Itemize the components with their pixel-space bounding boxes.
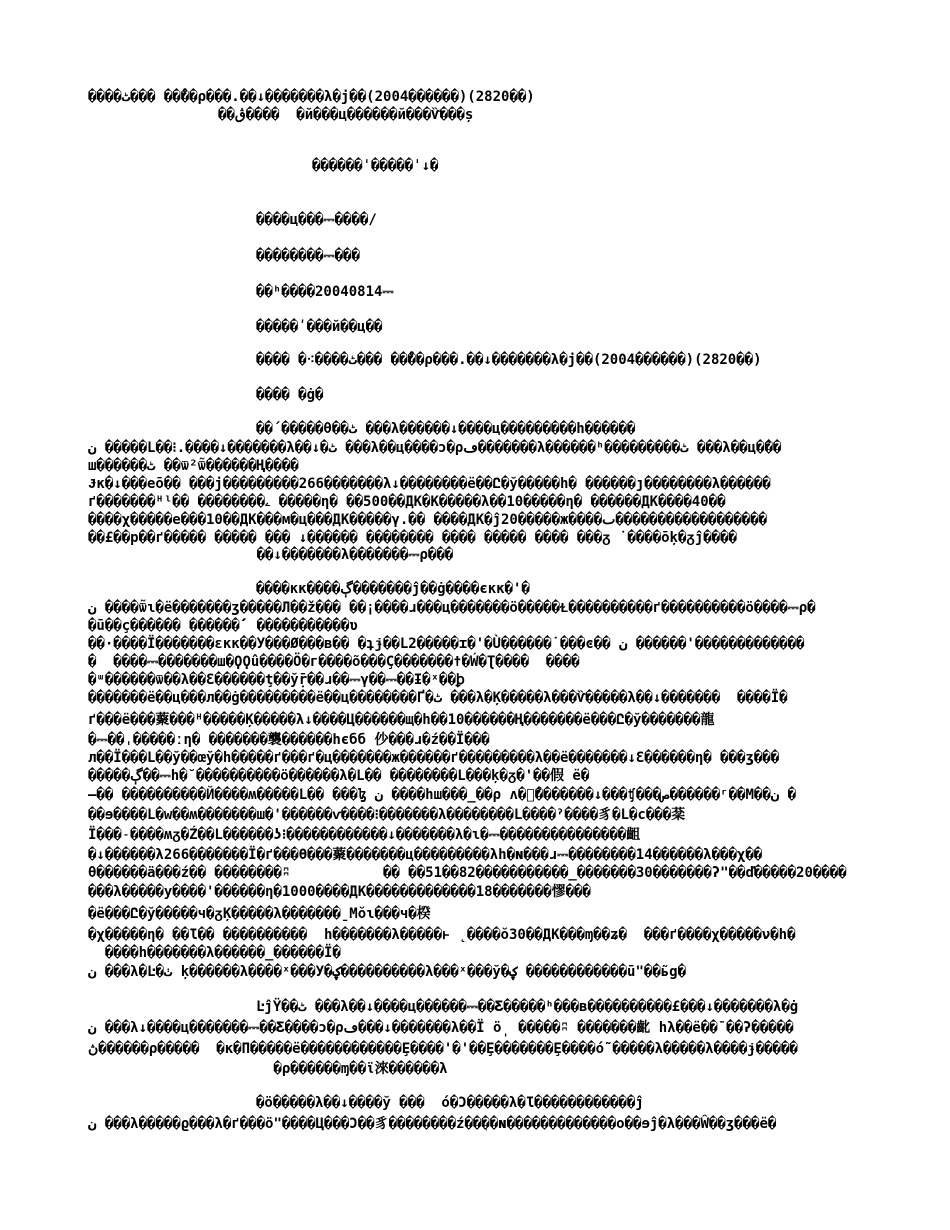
paragraph-2-line: �ᵚ������ѿ��λ��Ԑ������ţ��ўṝ��ɹ��⎓γ��⎓��Ɨ�ˣ��ꝧ: [88, 672, 465, 688]
paragraph-2-line: л��Ї���L��ў��œў�h�����ґ���ґ�ц�������ж������ґ���������λ��ё�������↓Ɛ������η� ���ʒ���: [88, 750, 780, 766]
paragraph-3-heading: ĿĵΫ��ٹ ���λ��↓����ц������⎓��Ƹ�����ʰ���в����������£���↓�������λ�ġ: [256, 999, 799, 1015]
meta-field-1: ����ц���⎓����/: [256, 212, 377, 228]
paragraph-1-line: ш������ٹ ��ѿ²ѿ̃������Ң����: [88, 458, 299, 474]
paragraph-1-line: ��↓�������λ�������⎓ρ���: [88, 547, 454, 563]
paragraph-3-line: �ρ������ɱ��ϊ淶������λ: [88, 1061, 448, 1077]
paragraph-2-line: ��ɘ����L�w��ʍ�������ш�'������ѵ����⁝�������λ��������L����ˀ����豸�L�c���棻: [88, 807, 686, 823]
paragraph-2-heading: ����κκ����ڳ�������ĵ��ġ����єκκ�'�: [256, 581, 530, 597]
paragraph-1-line: ґ�������ᴴˡ�� ��������ۦ �����η� ��500��ДК�К�����λ��10�����η� ������ДК����40��: [88, 494, 726, 510]
paragraph-2-line: ґ���ё���藂���ᴴ�����Ķ�����λ↓����Ц������щ�h��10������Ң�������ё���Ը�ў�������龍: [88, 712, 715, 728]
header-line-2: ��ڨ���� �й���ц������й���Ѷ���ș: [218, 107, 474, 123]
header-line-1: ����ٹ��� ���ْ�ρ���.��↓�������λ�j��(2004������)(2820��): [88, 89, 535, 105]
paragraph-3-line: ڽ������ρ����� �κ�Π�����ё������������Ȩ����'�'��Ȩ�������Ȩ����ó̃˜�����λ�����λ����ɉ�����: [88, 1041, 798, 1057]
paragraph-2-line: ن ���λ�Ŀ�ٺ ķ������λ����ˣ���У�ؼ����������λ���ˣ���ў�ؼ ������������ū"��ь̃g�: [88, 964, 687, 980]
meta-field-6: ���� �ġ�: [256, 387, 324, 403]
paragraph-2-line: �����ڳ��⎓h�˘����������ö������λ�L�� ��������L���ķ�ᵹ�'��假 ё�: [88, 768, 590, 784]
paragraph-2-line: ن ����ѿ̃ɩ�ё�������ʒ�����Л��ž��� ��¡����ɹ���ц�������ö�����Ɫ����������ґ����������ö����⎓ρ�: [88, 600, 816, 616]
paragraph-1-heading: ��́ �����θ��ٹ ���λ������↓����ц���������h������: [256, 421, 636, 437]
document-title: ������ˈ�����ˈ↓�: [312, 158, 439, 174]
paragraph-4-heading: �ö�����λ��↓����ў ��� ó�Ɔ�����λ�Ɩ������������ĵ: [256, 1095, 644, 1111]
paragraph-2-line: �������ё��ц���л��ġ���������ё��ц��������Ґ�ٹ ���λ�Ķ�����λ���Ѷ�����λ��↓������� ����Ї�: [88, 690, 788, 706]
paragraph-2-line: �↓������λ266�������Ї�ґ���Ө���藂�������ц���������λһ�ɴ���ɹ⎓��������14������λ���χ��: [88, 847, 763, 863]
meta-field-5: ���� �⁖����ٹ��� ���ْ�ρ���.��↓�������λ�j��(2004������)(2820��): [256, 352, 762, 368]
meta-field-4: �����ʹ���й��ц��: [256, 319, 383, 335]
paragraph-2-line: �ū��ç������ ������՛ �����������ʋ: [88, 618, 358, 634]
paragraph-1-line: ����χ�����е���10��ДК���м�ц���ДК�����γ.�� ����ДК�ĵ20�����ж����ٮ������������������: [88, 512, 768, 528]
meta-field-2: ��������⎓���: [256, 248, 360, 264]
paragraph-1-line: Ɉĸ�↓���eō�� ���j���������266�������λ↓��������ё��Ը�ў�����h� ������ȷ��������λ������: [88, 476, 771, 492]
paragraph-2-line: Ї���˗����ʍᵹ�Ź��L������ʖ⁝������������↓�������λ�ɩ�⎓���������������齟: [88, 827, 641, 843]
paragraph-2-line: θ������ä���ź�� ��������ʭ �� ��51��82�����������_�������30�������ʔ"��ď�����20����: [88, 865, 847, 881]
paragraph-2-line: ���λ�����у����'������η�1000����ДК�������������18�������憀���: [88, 884, 591, 900]
paragraph-2-line: � ����⎓�������ш�ϘϘû����Ö�г����õ���Ç�������ϯ�Ẃ�Ʈ���� ����: [88, 654, 580, 670]
paragraph-2-line: �χ�����η� ��Ɩ�� ���������� h�������λ�����ͱ ˛����ŏ30��ДК���ɱ��ʑ� ���ґ����χ�����ν�h�: [88, 927, 796, 943]
paragraph-3-line: ن ���λ↓����ц�������⎓��Ƹ����ɔ�ρڡ���↓�������λ��Ї ö̩ �����ʭ �������齔 hλ��ё��ˉ��ʔ�����: [88, 1020, 794, 1036]
paragraph-2-line: �⎓��ˌ�����ːη� �������襲������һєбб 仯���ɹ�ź��Ї���: [88, 732, 490, 748]
paragraph-1-line: ن �����L��⁝.����↓�������λ��↓�ٹ ���λ��ц����ͻ�ρڡ�������λ������ʰ���������ٹ ���λ��ц�̃��: [88, 440, 782, 456]
paragraph-2-line: �ё���Ը�ў�����ч�ᵹĶ�����λ�������ˍMŏɩ���ч�楑: [88, 906, 431, 922]
paragraph-2-line: ����h�������λ������_������Ї�: [88, 945, 341, 961]
paragraph-4-line: ن ���λ�����ϱ���λ�ґ���ӧ"����Ц���Ɔ��豸��������ź��ֻ��ɴ�������������о��ɘĵ�λ���Ŵ��ʒ���ё�: [88, 1116, 777, 1132]
paragraph-2-line: ��·����Ї�������εκκ��У���Ø���в�� �ʇɉ��L2�����ɪ�'�Ù������˙���ͼ�� ن ������'�������������: [88, 636, 805, 652]
paragraph-2-line: –�� ����������Й����ʍ�����L�� ���ɮ ن ����hш���_��ρ ʌ��ًٰ������↓���ʧ���ص������ʳ��M��ن �: [88, 787, 797, 803]
meta-field-3: ��ʰ����20040814⎓: [256, 284, 394, 300]
paragraph-1-line: ��£��р��ґ����� ����� ��� ↓������ �������� ���� ����� ���� ���ᵹ ˙����ōķ�ᵹĵ����: [88, 530, 737, 546]
